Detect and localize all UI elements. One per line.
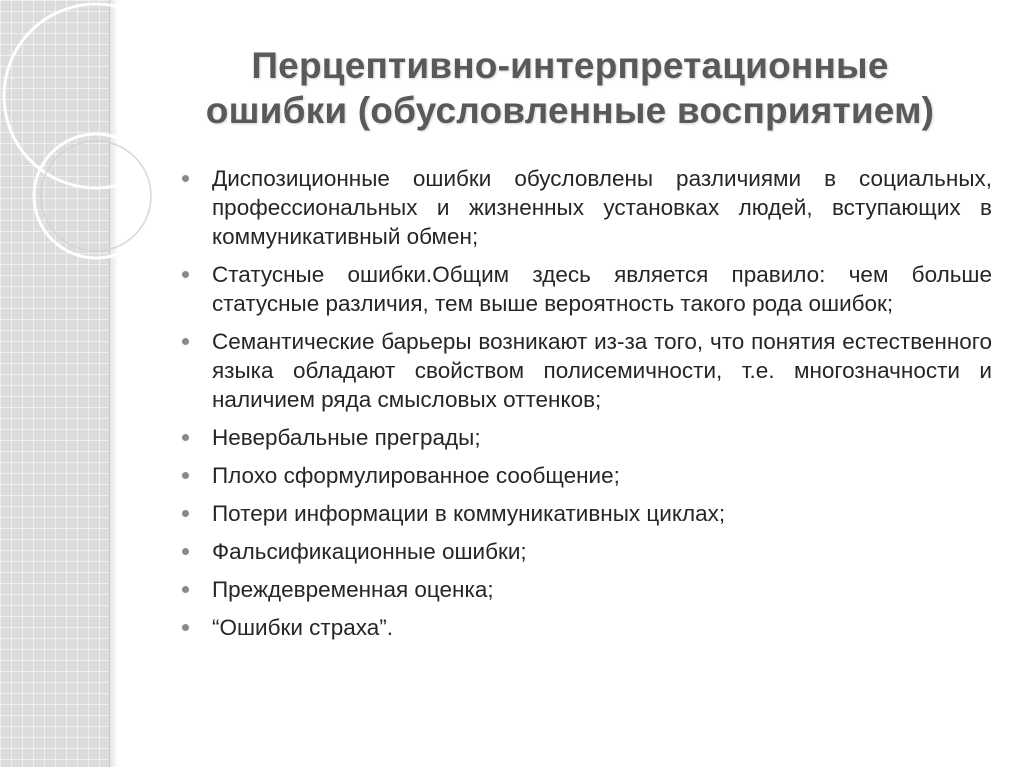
bullet-item [182, 260, 992, 318]
bullet-dot-icon [182, 548, 189, 555]
bullet-dot-icon [182, 510, 189, 517]
bullet-item [182, 537, 992, 566]
title-line-1: Перцептивно-интерпретационные [251, 45, 889, 86]
bullet-dot-icon [182, 624, 189, 631]
bullet-item [182, 613, 992, 642]
title-line-2: ошибки (обусловленные восприятием) [205, 89, 935, 131]
bullet-dot-icon [182, 338, 189, 345]
bullet-text: Фальсификационные ошибки; [212, 539, 527, 564]
bullet-list [182, 164, 992, 651]
bullet-dot-icon [182, 472, 189, 479]
bullet-item [182, 327, 992, 414]
bullet-item [182, 164, 992, 251]
bullet-text: Диспозиционные ошибки обусловлены различиями в социальных, профессиональных и жизненных установках людей, вступающих в коммуникативный обмен; [212, 166, 992, 249]
bullet-dot-icon [182, 434, 189, 441]
side-panel-shadow [110, 0, 118, 767]
bullet-text: Статусные ошибки.Общим здесь является правило: чем больше статусные различия, тем выше вероятность такого рода ошибок; [212, 262, 992, 316]
side-pattern-panel [0, 0, 110, 767]
bullet-text: Преждевременная оценка; [212, 577, 494, 602]
bullet-dot-icon [182, 586, 189, 593]
bullet-text: Семантические барьеры возникают из-за того, что понятия естественного языка обладают свойством полисемичности, т.е. многозначности и наличием ряда смысловых оттенков; [212, 329, 992, 412]
slide-title [140, 44, 1000, 134]
bullet-item [182, 461, 992, 490]
bullet-item [182, 423, 992, 452]
bullet-item [182, 575, 992, 604]
bullet-dot-icon [182, 271, 189, 278]
bullet-text: Невербальные преграды; [212, 425, 481, 450]
bullet-text: “Ошибки страха”. [212, 615, 393, 640]
bullet-item [182, 499, 992, 528]
bullet-text: Потери информации в коммуникативных циклах; [212, 501, 726, 526]
bullet-dot-icon [182, 175, 189, 182]
bullet-text: Плохо сформулированное сообщение; [212, 463, 620, 488]
